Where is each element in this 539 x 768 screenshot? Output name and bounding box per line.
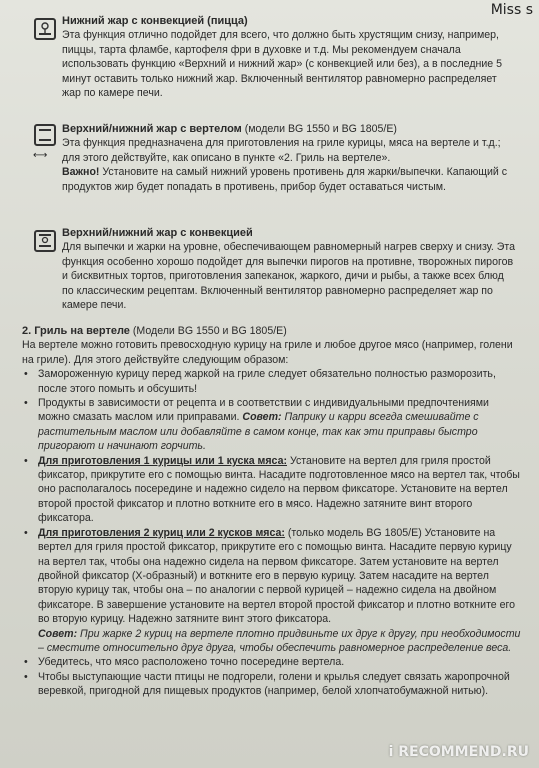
- top-bottom-heat-spit-icon: [34, 124, 56, 146]
- list-item: [22, 526, 521, 627]
- important-label: Важно!: [62, 166, 100, 179]
- mode-title-suffix: (модели BG 1550 и BG 1805/E): [241, 123, 397, 135]
- list-item-text: Продукты в зависимости от рецепта и в соответствии с индивидуальными предпочтениями можно смазать маслом или приправами.: [38, 397, 489, 424]
- spit-arrows-icon: ⟷: [33, 150, 48, 161]
- list-item-text: Замороженную курицу перед жаркой на гриле следует обязательно полностью разморозить, после этого помыть и обсушить!: [38, 368, 496, 395]
- list-item-heading: Для приготовления 1 курицы или 1 куска мяса:: [38, 454, 287, 467]
- tip-paragraph: [22, 627, 521, 656]
- mode-convection: [62, 226, 517, 312]
- mode-title: Нижний жар с конвекцией (пицца): [62, 15, 248, 27]
- bottom-heat-fan-icon: [34, 18, 56, 40]
- list-item-text: Установите на вертел для гриля простой фиксатор, прикрутите его с помощью винта. Насадите подготовленное мясо на вертел так, чтобы оно располагалось посередине и надежно сидело на первом фиксаторе. Установите на вертел второй простой фиксатор и плотно воткните его в мясо. Надежно затяните винт второго фиксатора.: [38, 454, 520, 525]
- list-item-heading: Для приготовления 2 куриц или 2 кусков мяса:: [38, 526, 285, 539]
- list-item: [22, 367, 521, 396]
- mode-title: Верхний/нижний жар с вертелом: [62, 123, 242, 135]
- important-note: Установите на самый нижний уровень противень для жарки/выпечки. Капающий с продуктов жир будет попадать в противень, прибор будет оставаться чистым.: [62, 166, 508, 193]
- list-item-text: (только модель BG 1805/E) Установите на вертел для гриля простой фиксатор, прикрутите его с помощью винта. Насадите первую курицу на вертел так, чтобы она надежно сидела на первом фиксаторе. Затем установите на вертел двойной фиксатор (X-образный) и воткните его в первую курицу. Затем насадите на вертел вторую курицу так, чтобы она – по аналогии с первой курицей – надежно сидела на двойном фиксаторе. В завершение установите на вертел второй простой фиксатор и плотно воткните его во вторую курицу. Надежно затяните винт этого фиксатора.: [38, 526, 516, 626]
- tip-label: Совет:: [38, 627, 78, 640]
- list-item: [22, 670, 521, 699]
- watermark-logo: i RECOMMEND.RU: [388, 744, 529, 760]
- list-item: [22, 655, 521, 669]
- tip-text: При жарке 2 куриц на вертеле плотно придвиньте их друг к другу, при необходимости – сместите относительно друг друга, чтобы обеспечить равномерное распределение веса.: [38, 627, 521, 654]
- mode-text: Эта функция отлично подойдет для всего, что должно быть хрустящим снизу, например, пиццы, тарта фламбе, картофеля фри в духовке и т.д. Мы рекомендуем сначала использовать функцию «Верхний и нижний жар» (с конвекцией или без), а в последние 5 минут оставить только нижний жар. Включенный вентилятор равномерно распределяет жар по камере печи.: [62, 29, 502, 100]
- tip-text: Паприку и карри всегда смешивайте с растительным маслом или добавляйте в самом конце, так как эти приправы быстро пригорают и начинают горчить.: [38, 411, 479, 453]
- mode-text: Для выпечки и жарки на уровне, обеспечивающем равномерный нагрев сверху и снизу. Эта функция особенно хорошо подойдет для выпечки пирогов на противне, творожных пирогов и бисквитных тортов, приготовления запеканок, жаркого, дичи и рыбы, а также всех блюд по классическим рецептам. Включенный вентилятор равномерно распределяет жар по камере печи.: [62, 241, 516, 312]
- section-spit-grill: [22, 324, 521, 699]
- list-item-text: Убедитесь, что мясо расположено точно посередине вертела.: [38, 656, 345, 669]
- corner-label: Miss s: [490, 2, 533, 18]
- tip-label: Совет:: [239, 411, 282, 424]
- mode-text: Эта функция предназначена для приготовления на гриле курицы, мяса на вертеле и т.д.; для этого действуйте, как описано в пункте «2. Гриль на вертеле».: [62, 137, 501, 164]
- mode-spit: [62, 122, 517, 194]
- section-title: 2. Гриль на вертеле: [22, 325, 130, 337]
- list-item: [22, 454, 521, 526]
- list-item-text: Чтобы выступающие части птицы не подгорели, голени и крылья следует связать жаропрочной веревкой, пригодной для пищевых продуктов (например, белой хлопчатобумажной нитью).: [38, 670, 510, 698]
- section-intro: На вертеле можно готовить превосходную курицу на гриле и любое другое мясо (например, голени на гриле). Для этого действуйте следующим образом:: [22, 339, 513, 366]
- mode-title: Верхний/нижний жар с конвекцией: [62, 227, 253, 239]
- list-item: [22, 396, 521, 454]
- mode-pizza: [62, 14, 517, 100]
- top-bottom-heat-fan-icon: [34, 230, 56, 252]
- section-title-suffix: (Модели BG 1550 и BG 1805/E): [129, 325, 287, 337]
